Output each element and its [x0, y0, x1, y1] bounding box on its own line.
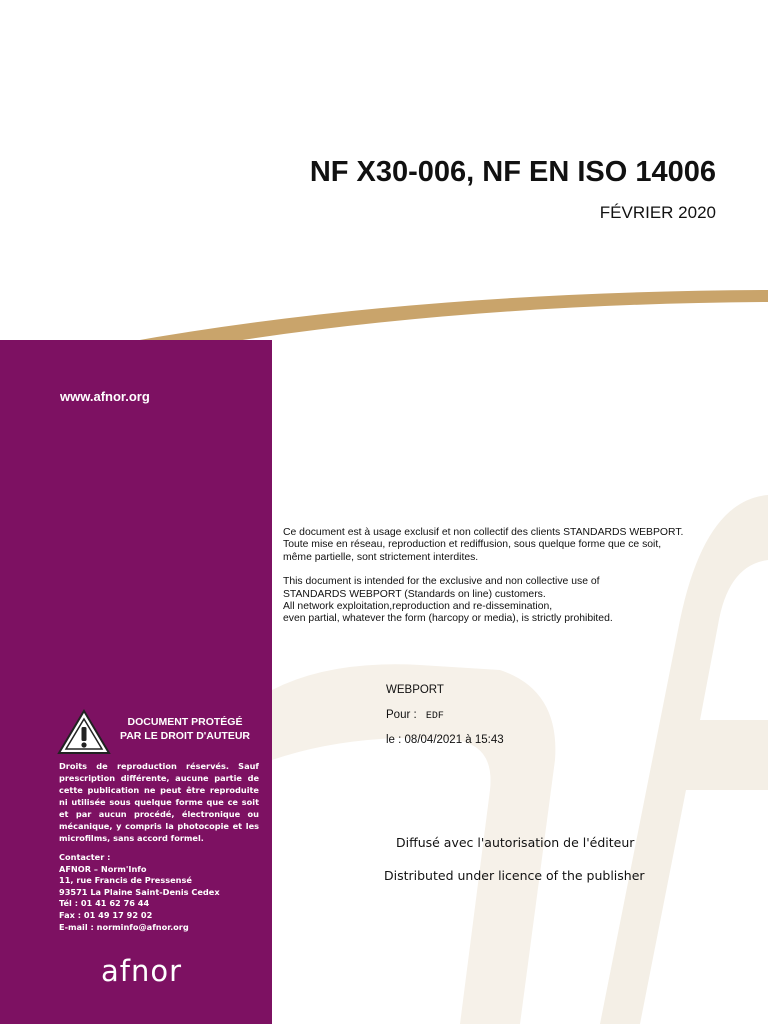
usage-notice-en: [283, 576, 753, 626]
usage-fr-line: Ce document est à usage exclusif et non collectif des clients STANDARDS WEBPORT.: [283, 527, 684, 538]
reproduction-rights-text: Droits de reproduction réservés. Sauf prescription différente, aucune partie de cette publication ne peut être reproduite ni utilisée sous quelque forme que ce soit et par aucun procédé, électronique ou mécanique, y compris la photocopie et les microfilms, sans accord formel.: [59, 761, 259, 843]
copyright-protection-notice: [110, 715, 260, 743]
protected-line-2: PAR LE DROIT D'AUTEUR: [119, 730, 251, 742]
usage-en-line: This document is intended for the exclusive and non collective use of: [283, 576, 600, 588]
usage-notice-fr: [283, 527, 753, 564]
contact-email: E-mail : norminfo@afnor.org: [59, 921, 189, 932]
website-link[interactable]: www.afnor.org: [60, 389, 150, 404]
distributor-name: WEBPORT: [386, 684, 444, 696]
contact-org: AFNOR – Norm'Info: [59, 863, 147, 874]
license-notice-en: Distributed under licence of the publisher: [384, 868, 645, 883]
usage-notice: [283, 527, 753, 638]
document-title: NF X30-006, NF EN ISO 14006: [309, 156, 716, 188]
license-notice-fr: Diffusé avec l'autorisation de l'éditeur: [396, 835, 635, 850]
warning-icon: [57, 709, 111, 755]
usage-fr-line: même partielle, sont strictement interdites.: [283, 551, 479, 563]
download-timestamp: le : 08/04/2021 à 15:43: [386, 734, 504, 746]
usage-fr-line: Toute mise en réseau, reproduction et rediffusion, sous quelque forme que ce soit,: [283, 539, 662, 551]
protected-line-1: DOCUMENT PROTÉGÉ: [127, 716, 243, 728]
contact-fax: Fax : 01 49 17 92 02: [59, 909, 153, 920]
recipient-client: EDF: [425, 711, 444, 722]
recipient-line: [386, 709, 444, 722]
usage-en-line: All network exploitation,reproduction and re-dissemination,: [283, 601, 553, 613]
contact-tel: Tél : 01 41 62 76 44: [59, 898, 150, 909]
afnor-logo: afnor: [101, 954, 183, 988]
contact-city: 93571 La Plaine Saint-Denis Cedex: [59, 886, 220, 897]
contact-street: 11, rue Francis de Pressensé: [59, 875, 192, 886]
recipient-label: Pour :: [386, 709, 417, 721]
usage-en-line: even partial, whatever the form (harcopy or media), is strictly prohibited.: [283, 613, 613, 625]
usage-en-line: STANDARDS WEBPORT (Standards on line) customers.: [283, 588, 546, 600]
contact-block: [59, 852, 264, 933]
publication-date: FÉVRIER 2020: [599, 203, 716, 222]
contact-heading: Contacter :: [59, 852, 111, 862]
